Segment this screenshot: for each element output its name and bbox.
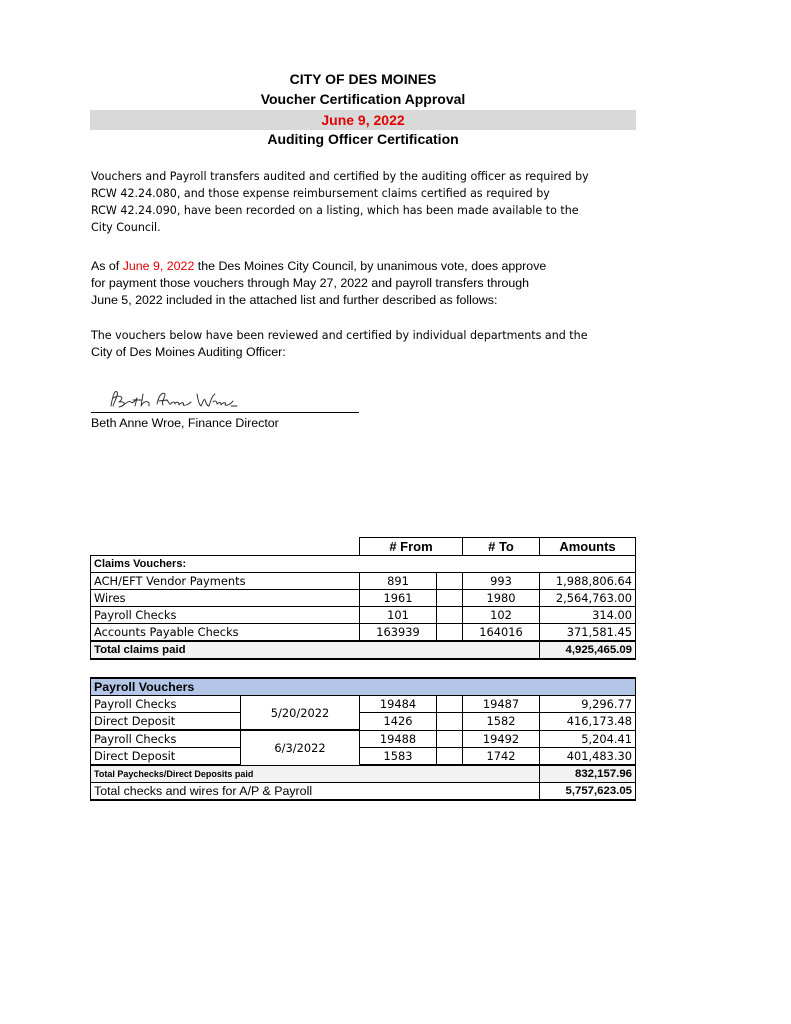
paragraph-line: The vouchers below have been reviewed and certified by individual departments and the <box>91 329 588 342</box>
total-row <box>91 641 636 659</box>
paragraph-line: City of Des Moines Auditing Officer: <box>91 345 286 359</box>
row-amount: 5,204.41 <box>540 730 636 748</box>
grand-total-row <box>91 783 636 801</box>
row-label: Direct Deposit <box>91 748 241 766</box>
table-row <box>91 624 636 642</box>
approval-paragraph <box>91 258 546 309</box>
table-header-row <box>91 538 636 556</box>
row-to: 164016 <box>463 624 540 642</box>
table-row <box>91 696 636 713</box>
pay-period-date: 5/20/2022 <box>241 696 360 731</box>
table-row <box>91 573 636 590</box>
certification-paragraph <box>91 168 589 236</box>
row-label: Payroll Checks <box>91 730 241 748</box>
row-from: 891 <box>360 573 437 590</box>
row-from: 1583 <box>360 748 437 766</box>
row-amount: 314.00 <box>540 607 636 624</box>
row-to: 1742 <box>463 748 540 766</box>
paragraph-line: City Council. <box>91 221 161 234</box>
table-row <box>91 713 636 731</box>
approval-line1: the Des Moines City Council, by unanimous vote, does approve <box>194 259 547 273</box>
paragraph-line: June 5, 2022 included in the attached list and further described as follows: <box>91 293 498 307</box>
row-from: 1426 <box>360 713 437 731</box>
row-label: Payroll Checks <box>91 696 241 713</box>
as-of-prefix: As of <box>91 259 123 273</box>
table-row <box>91 748 636 766</box>
column-header-from: # From <box>360 538 463 556</box>
row-to: 993 <box>463 573 540 590</box>
row-from: 163939 <box>360 624 437 642</box>
document-date: June 9, 2022 <box>90 110 636 130</box>
total-payroll-label: Total Paychecks/Direct Deposits paid <box>91 765 540 783</box>
table-row <box>91 607 636 624</box>
paragraph-line: RCW 42.24.090, have been recorded on a listing, which has been made available to the <box>91 204 579 217</box>
table-row <box>91 590 636 607</box>
row-to: 19487 <box>463 696 540 713</box>
row-amount: 2,564,763.00 <box>540 590 636 607</box>
document-subtitle: Auditing Officer Certification <box>267 131 459 147</box>
review-paragraph <box>91 327 588 361</box>
row-from: 19488 <box>360 730 437 748</box>
column-header-to: # To <box>463 538 540 556</box>
paragraph-line: Vouchers and Payroll transfers audited and certified by the auditing officer as required by <box>91 170 589 183</box>
section-header-row <box>91 678 636 696</box>
row-to: 1980 <box>463 590 540 607</box>
paragraph-line <box>91 258 546 275</box>
row-label: Payroll Checks <box>91 607 360 624</box>
grand-total-amount: 5,757,623.05 <box>540 783 636 801</box>
row-to: 102 <box>463 607 540 624</box>
row-from: 19484 <box>360 696 437 713</box>
approval-date: June 9, 2022 <box>122 259 195 273</box>
row-amount: 401,483.30 <box>540 748 636 766</box>
table-row <box>91 730 636 748</box>
grand-total-label: Total checks and wires for A/P & Payroll <box>91 783 540 801</box>
row-label: ACH/EFT Vendor Payments <box>91 573 360 590</box>
signature-image <box>105 384 245 414</box>
document-title: Voucher Certification Approval <box>260 91 466 107</box>
row-from: 1961 <box>360 590 437 607</box>
signature-line <box>91 412 359 413</box>
total-row <box>91 765 636 783</box>
row-amount: 371,581.45 <box>540 624 636 642</box>
row-label: Wires <box>91 590 360 607</box>
section-header-row <box>91 556 636 573</box>
row-label: Direct Deposit <box>91 713 241 731</box>
paragraph-line: for payment those vouchers through May 27, 2022 and payroll transfers through <box>91 276 530 290</box>
row-from: 101 <box>360 607 437 624</box>
signer-name: Beth Anne Wroe, Finance Director <box>91 416 279 430</box>
claims-section-label: Claims Vouchers: <box>91 556 636 573</box>
total-claims-label: Total claims paid <box>91 641 540 659</box>
row-label: Accounts Payable Checks <box>91 624 360 642</box>
payroll-section-label: Payroll Vouchers <box>91 678 636 696</box>
column-header-amounts: Amounts <box>540 538 636 556</box>
row-to: 19492 <box>463 730 540 748</box>
total-claims-amount: 4,925,465.09 <box>540 641 636 659</box>
row-to: 1582 <box>463 713 540 731</box>
row-amount: 1,988,806.64 <box>540 573 636 590</box>
city-name: CITY OF DES MOINES <box>289 71 437 87</box>
payroll-vouchers-table <box>90 677 636 801</box>
row-amount: 9,296.77 <box>540 696 636 713</box>
total-payroll-amount: 832,157.96 <box>540 765 636 783</box>
row-amount: 416,173.48 <box>540 713 636 731</box>
claims-vouchers-table <box>90 537 636 660</box>
paragraph-line: RCW 42.24.080, and those expense reimbursement claims certified as required by <box>91 187 550 200</box>
pay-period-date: 6/3/2022 <box>241 730 360 765</box>
